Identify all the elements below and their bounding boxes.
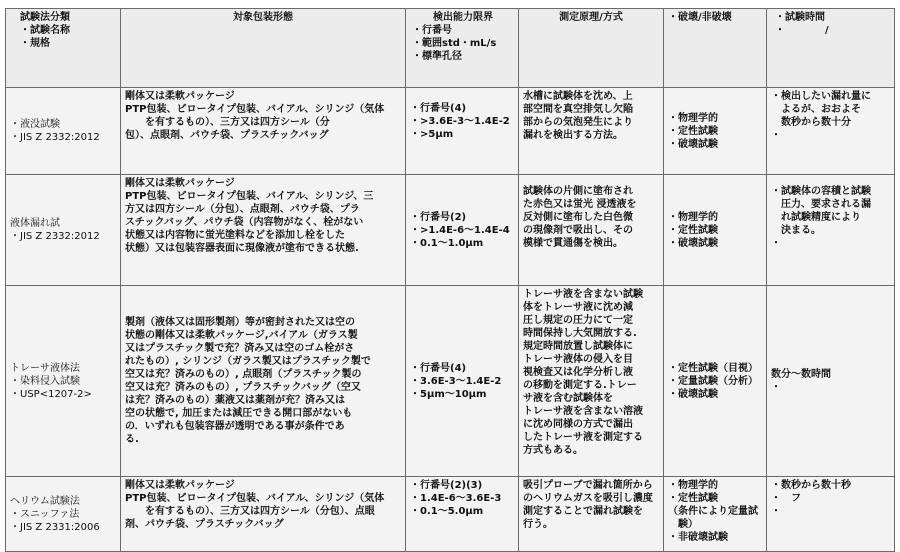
header-principle: 測定原理/方式: [519, 9, 664, 88]
leak-test-methods-table: [5, 8, 895, 552]
cell-principle: トレーサ液を含まない試験 体をトレーサ液に沈め減 圧し規定の圧力にて一定 時間保持し大気開放する. 規定時間放置し試験体に トレーサ液体の侵入を目 視検査又は化学分析し液 の移動を測定する.トレー サ液を含む試験体を トレーサ液を含まない溶液 に沈め同様の方式で漏出 したトレーサ液を測定する 方式もある。: [519, 286, 664, 477]
cell-method-name: ・液没試験 ・JIS Z 2332:2012: [6, 88, 121, 175]
table-row: [6, 88, 895, 175]
table-row: [6, 477, 895, 552]
header-row: [6, 9, 895, 88]
header-method-category: 試験法分類 ・試験名称 ・規格: [6, 9, 121, 88]
cell-packaging: 剛体又は柔軟パッケージ PTP包装、ピロータイプ包装、バイアル、シリンジ（気体 を有するもの）、三方又は四方シール（分 包）、点眼剤、パウチ袋、プラスチックバッグ: [121, 88, 406, 175]
cell-method-name: ヘリウム試験法 ・スニッファ法 ・JIS Z 2331:2006: [6, 477, 121, 552]
cell-method-name: トレーサ液体法 ・染料侵入試験 ・USP<1207-2>: [6, 286, 121, 477]
cell-method-name: 液体漏れ試 ・JIS Z 2332:2012: [6, 175, 121, 286]
cell-destructive: ・物理学的 ・定性試験 （条件により定量試 験） ・非破壊試験: [664, 477, 767, 552]
cell-destructive: ・物理学的 ・定性試験 ・破壊試験: [664, 175, 767, 286]
cell-detection-limit: ・行番号(2) ・>1.4E-6～1.4E-4 ・0.1～1.0μm: [406, 175, 519, 286]
cell-detection-limit: ・行番号(4) ・>3.6E-3～1.4E-2 ・>5μm: [406, 88, 519, 175]
cell-principle: 試験体の片側に塗布され た赤色又は蛍光 浸透液を 反対側に塗布した白色微 の現像剤で吸出し、その 模様で貫通傷を検出。: [519, 175, 664, 286]
cell-test-time: ・数秒から数十秒 ・ フ ・: [767, 477, 895, 552]
table-row: [6, 175, 895, 286]
header-detection-limit: 検出能力限界 ・行番号 ・範囲std・mL/s ・標準孔径: [406, 9, 519, 88]
header-destructive: ・破壊/非破壊: [664, 9, 767, 88]
header-test-time: ・試験時間 ・ /: [767, 9, 895, 88]
table-row: [6, 286, 895, 477]
cell-detection-limit: ・行番号(2)(3) ・1.4E-6～3.6E-3 ・0.1～5.0μm: [406, 477, 519, 552]
cell-destructive: ・定性試験（目視） ・定量試験（分析） ・破壊試験: [664, 286, 767, 477]
cell-destructive: ・物理学的 ・定性試験 ・破壊試験: [664, 88, 767, 175]
cell-test-time: ・試験体の容積と試験 圧力、要求される漏 れ試験精度により 決まる。 ・: [767, 175, 895, 286]
header-packaging: 対象包装形態: [121, 9, 406, 88]
cell-principle: 吸引プローブで漏れ箇所から のヘリウムガスを吸引し濃度 測定することで漏れ試験を 行う。: [519, 477, 664, 552]
cell-principle: 水槽に試験体を沈め、上 部空間を真空排気し欠陥 部からの気泡発生により 漏れを検出する方法。: [519, 88, 664, 175]
cell-packaging: 剛体又は柔軟パッケージ PTP包装、ピロータイプ包装、バイアル、シリンジ（気体 を有するもの）、三方又は四方シール（分包）、点眼 剤、パウチ袋、プラスチックバッグ: [121, 477, 406, 552]
cell-test-time: 数分～数時間 ・: [767, 286, 895, 477]
cell-packaging: 製剤（液体又は固形製剤）等が密封された又は空の 状態の剛体又は柔軟パッケージ,バイアル（ガラス製 又はプラスチック製で充？済み又は空のゴム栓がさ れたもの）, シリンジ（ガラス製又はプラスチック製で 空又は充？済みのもの）, 点眼剤（プラスチック製の 空又は充？済みのもの）, プラスチックバッグ（空又 は充？済みのもの）薬液又は薬剤が充？済み又は 空の状態で, 加圧または減圧できる開口部がないも の．いずれも包装容器が透明である事が条件であ る.: [121, 286, 406, 477]
cell-test-time: ・検出したい漏れ量に よるが、おおよそ 数秒から数十分 ・: [767, 88, 895, 175]
cell-detection-limit: ・行番号(4) ・3.6E-3～1.4E-2 ・5μm～10μm: [406, 286, 519, 477]
cell-packaging: 剛体又は柔軟パッケージ PTP包装、ピロータイプ包装、バイアル、シリンジ、三 方又は四方シール（分包）、点眼剤、パウチ袋、プラ スチックバッグ、パウチ袋（内容物がなく、栓がない 状態又は内容物に蛍光塗料などを添加し栓をした 状態）又は包装容器表面に現像液が塗布できる状態.: [121, 175, 406, 286]
